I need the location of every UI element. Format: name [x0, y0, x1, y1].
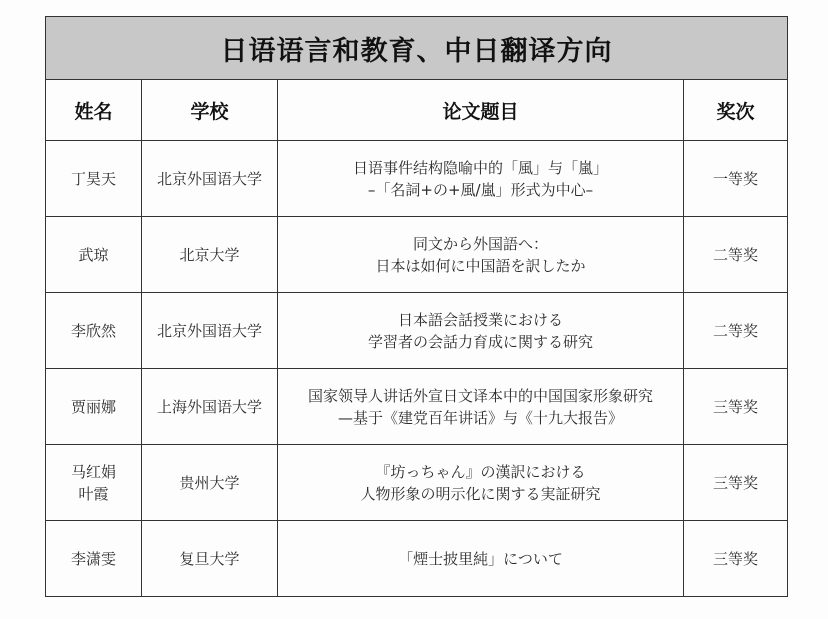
award-cell: 二等奖 [684, 293, 788, 369]
paper-title-line: 『坊っちゃん』の漢訳における [375, 462, 586, 481]
award-cell: 一等奖 [684, 141, 788, 217]
paper-title-line: 「煙士披里純」について [398, 549, 563, 568]
paper-title-line: 日语事件结构隐喻中的「風」与「嵐」 [352, 158, 608, 177]
paper-title-line: 日本は如何に中国語を訳したか [375, 256, 586, 275]
person-name: 李欣然 [70, 321, 116, 340]
paper-cell [278, 293, 684, 369]
paper-cell [278, 217, 684, 293]
name-cell [46, 293, 142, 369]
table-row [46, 445, 788, 521]
award-cell: 三等奖 [684, 445, 788, 521]
table-row [46, 141, 788, 217]
school-cell: 复旦大学 [142, 521, 278, 597]
title-row [46, 17, 788, 80]
table-row [46, 293, 788, 369]
person-name: 武琼 [78, 245, 109, 264]
header-award: 奖次 [684, 80, 788, 141]
paper-title-line: 同文から外国語へ： [412, 234, 548, 253]
school-cell: 上海外国语大学 [142, 369, 278, 445]
paper-title-line: 人物形象の明示化に関する実証研究 [360, 484, 601, 503]
header-row [46, 80, 788, 141]
name-cell [46, 521, 142, 597]
name-cell [46, 141, 142, 217]
paper-title-line: 国家领导人讲话外宣日文译本中的中国国家形象研究 [307, 386, 653, 405]
paper-title-line: 学習者の会話力育成に関する研究 [367, 332, 593, 351]
header-school: 学校 [142, 80, 278, 141]
paper-title-line: –「名詞+の+風/嵐」形式为中心– [367, 180, 594, 199]
school-cell: 贵州大学 [142, 445, 278, 521]
paper-cell [278, 445, 684, 521]
paper-title-line: —基于《建党百年讲话》与《十九大报告》 [337, 408, 623, 427]
awards-table [45, 16, 788, 597]
award-cell: 三等奖 [684, 521, 788, 597]
paper-title-line: 日本語会話授業における [397, 310, 563, 329]
header-name: 姓名 [46, 80, 142, 141]
person-name: 丁昊天 [70, 169, 116, 188]
table-row [46, 521, 788, 597]
name-cell [46, 445, 142, 521]
school-cell: 北京外国语大学 [142, 293, 278, 369]
school-cell: 北京外国语大学 [142, 141, 278, 217]
person-name: 叶霞 [78, 484, 109, 503]
person-name: 贾丽娜 [70, 397, 116, 416]
award-cell: 二等奖 [684, 217, 788, 293]
paper-cell [278, 141, 684, 217]
name-cell [46, 217, 142, 293]
paper-cell [278, 521, 684, 597]
award-cell: 三等奖 [684, 369, 788, 445]
school-cell: 北京大学 [142, 217, 278, 293]
header-paper: 论文题目 [278, 80, 684, 141]
name-cell [46, 369, 142, 445]
table-row [46, 369, 788, 445]
paper-cell [278, 369, 684, 445]
person-name: 马红娟 [70, 462, 116, 481]
person-name: 李潇雯 [70, 549, 116, 568]
table-row [46, 217, 788, 293]
table-title: 日语语言和教育、中日翻译方向 [46, 17, 788, 80]
